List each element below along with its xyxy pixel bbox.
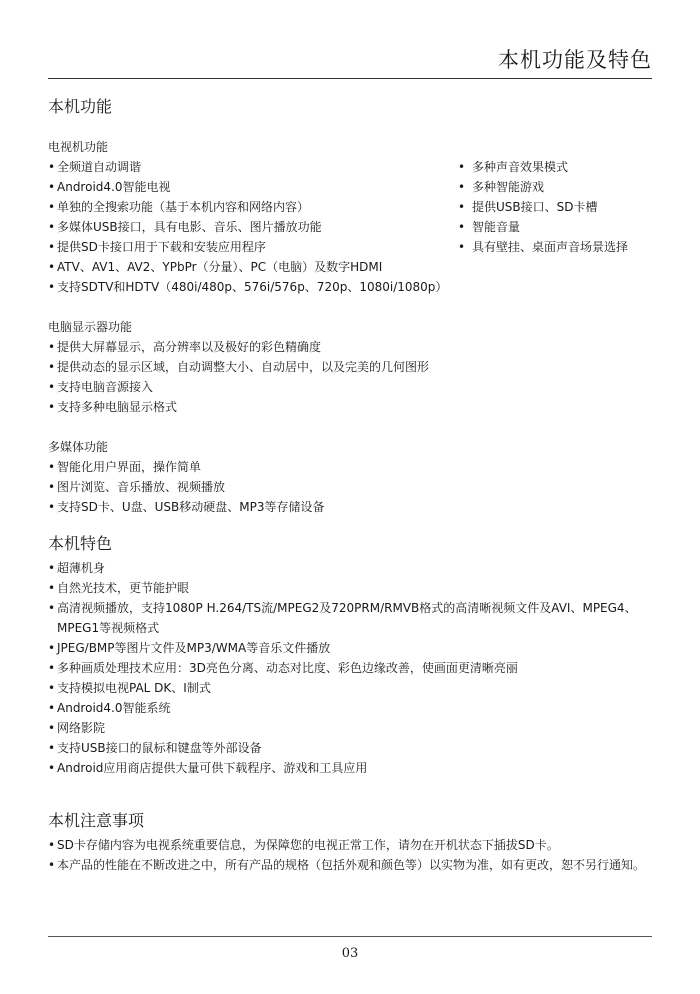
page-header-title: 本机功能及特色 [498,48,652,72]
features-heading: 本机特色 [48,534,113,553]
list-item: • 支持USB接口的鼠标和键盘等外部设备 [48,738,658,758]
notes-list [48,835,658,875]
list-item: • 自然光技术，更节能护眼 [48,578,658,598]
pc-functions-section [48,317,658,417]
list-item: • SD卡存储内容为电视系统重要信息，为保障您的电视正常工作，请勿在开机状态下插拔SD卡。 [48,835,658,855]
media-functions-section [48,437,658,517]
media-functions-list [48,457,658,517]
list-item: • 全频道自动调谐 [48,157,448,177]
list-item: • 智能音量 [458,217,628,237]
list-item: • 图片浏览、音乐播放、视频播放 [48,477,658,497]
list-item: • 多种声音效果模式 [458,157,628,177]
pc-functions-title: 电脑显示器功能 [48,320,133,334]
list-item: • 支持SDTV和HDTV（480i/480p、576i/576p、720p、1080i/1080p） [48,277,448,297]
list-item: • 支持模拟电视PAL DK、I制式 [48,678,658,698]
page-number: 03 [341,946,359,961]
list-item: • 高清视频播放，支持1080P H.264/TS流/MPEG2及720PRM/RMVB格式的高清晰视频文件及AVI、MPEG4、MPEG1等视频格式 [48,598,658,638]
tv-functions-title: 电视机功能 [48,140,109,154]
list-item: • 本产品的性能在不断改进之中，所有产品的规格（包括外观和颜色等）以实物为准，如有更改，恕不另行通知。 [48,855,658,875]
tv-functions-section [48,137,658,297]
list-item: • 支持多种电脑显示格式 [48,397,658,417]
tv-functions-list-right [458,157,628,297]
list-item: • 网络影院 [48,718,658,738]
tv-functions-list-left [48,157,448,297]
header-divider [48,78,652,79]
list-item: • 单独的全搜索功能（基于本机内容和网络内容） [48,197,448,217]
list-item: • 智能化用户界面，操作简单 [48,457,658,477]
list-item: • 多种画质处理技术应用：3D亮色分离、动态对比度、彩色边缘改善，使画面更清晰亮丽 [48,658,658,678]
pc-functions-list [48,337,658,417]
footer-divider [48,936,652,937]
list-item: • ATV、AV1、AV2、YPbPr（分量）、PC（电脑）及数字HDMI [48,257,448,277]
list-item: • 支持电脑音源接入 [48,377,658,397]
list-item: • 提供SD卡接口用于下载和安装应用程序 [48,237,448,257]
list-item: • 提供动态的显示区域，自动调整大小、自动居中，以及完美的几何图形 [48,357,658,377]
list-item: • 多媒体USB接口，具有电影、音乐、图片播放功能 [48,217,448,237]
media-functions-title: 多媒体功能 [48,440,109,454]
list-item: • 提供USB接口、SD卡槽 [458,197,628,217]
features-list [48,558,658,778]
list-item: • 超薄机身 [48,558,658,578]
page-content [48,94,658,875]
notes-heading: 本机注意事项 [48,811,145,830]
list-item: • 多种智能游戏 [458,177,628,197]
list-item: • 支持SD卡、U盘、USB移动硬盘、MP3等存储设备 [48,497,658,517]
list-item: • 提供大屏幕显示，高分辨率以及极好的彩色精确度 [48,337,658,357]
functions-heading: 本机功能 [48,97,113,116]
list-item: • Android4.0智能系统 [48,698,658,718]
list-item: • JPEG/BMP等图片文件及MP3/WMA等音乐文件播放 [48,638,658,658]
list-item: • Android4.0智能电视 [48,177,448,197]
list-item: • Android应用商店提供大量可供下载程序、游戏和工具应用 [48,758,658,778]
list-item: • 具有壁挂、桌面声音场景选择 [458,237,628,257]
